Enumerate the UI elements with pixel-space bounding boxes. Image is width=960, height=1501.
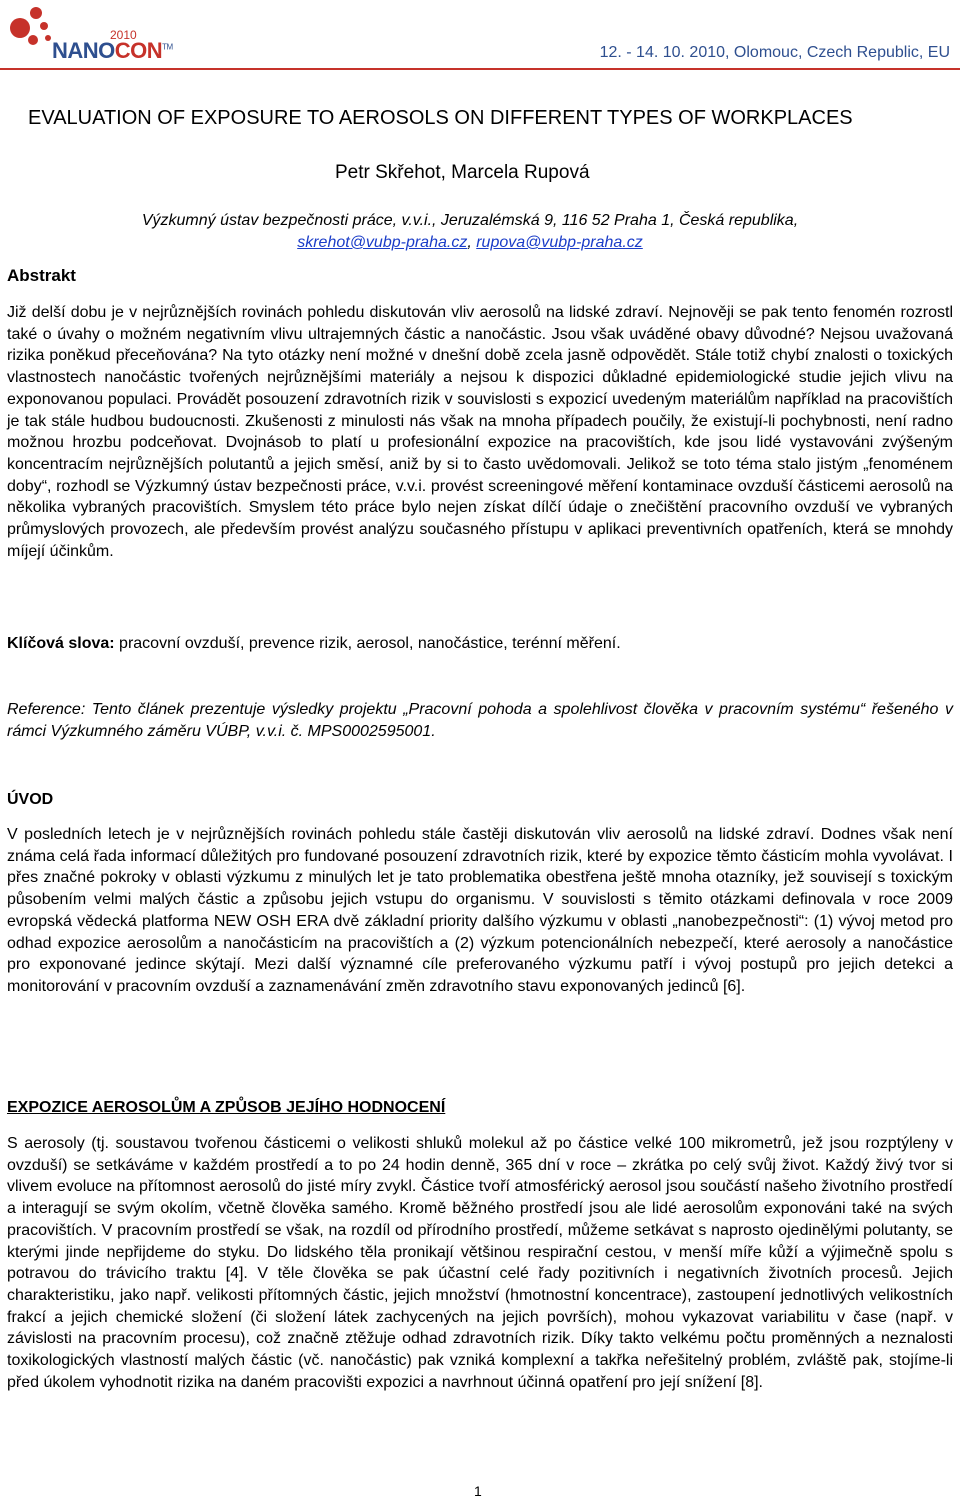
reference-text: Tento článek prezentuje výsledky projektu „Pracovní pohoda a spolehlivost člověka v pracovním systému“ řešeného v rámci Výzkumného záměru VÚBP, v.v.i. č. MPS0002595001. (7, 701, 953, 740)
keywords-label: Klíčová slova: (7, 635, 115, 652)
logo-name-b: CON (114, 38, 163, 63)
abstract-body: Již delší dobu je v nejrůznějších rovinách pohledu diskutován vliv aerosolů na lidské zdraví. Nejnověji se pak tento fenomén rozrostl také o úvahy o možném negativním vlivu ultrajemných částic a nanočástic. Jsou však uváděné obavy důvodné? Nejsou uvažovaná rizika poněkud přeceňována? Na tyto otázky není možné v dnešní době zcela jasně odpovědět. Stále totiž chybí znalosti o toxických vlastnostech nanočástic tvořených nejrůznějšími materiály a nejsou k dispozici důkladné epidemiologické studie jejich vlivu na exponovanou populaci. Provádět posouzení zdravotních rizik v souvislosti s expozicí uvedeným materiálům například na pracovištích je tak stále hudbou budoucnosti. Zkušenosti z minulosti nás však na mnoha případech poučily, že existují-li pochybnosti, není radno možnou hrozbu podceňovat. Dvojnásob to platí u profesionální expozice na pracovištích, kde jsou lidé vystavováni zvýšeným koncentracím nejrůznějších polutantů a jejich směsí, aniž by si to často uvědomovali. Jelikož se toto téma stalo jistým „fenoménem doby“, rozhodl se Výzkumný ústav bezpečnosti práce, v.v.i. provést screeningové měření kontaminace ovzduší částicemi aerosolů na několika vybraných pracovištích. Smyslem této práce bylo nejen získat dílčí údaje o znečištění pracovního ovzduší ve vybraných průmyslových provozech, ale především provést analýzu současného přístupu v aplikaci preventivních opatřeních, která se mnohdy míjejí účinkům. (7, 304, 953, 560)
paper-title: EVALUATION OF EXPOSURE TO AEROSOLS ON DIFFERENT TYPES OF WORKPLACES (28, 107, 853, 129)
abstract-heading: Abstrakt (7, 266, 76, 285)
section-body-uvod: V posledních letech je v nejrůznějších rovinách pohledu stále častěji diskutován vliv aerosolů na lidské zdraví. Dodnes však není známa celá řada informací důležitých pro fundované posouzení zdravotních rizik, které by expozice těmto částicím mohla vyvolávat. I přes značné pokroky v oblasti výzkumu z minulých let je tato problematika obestřena ještě mnoha otazníky, jež souvisejí s toxickým působením velmi malých částic a způsobu jejich vstupu do organismu. V souvislosti s těmito otázkami definovala v roce 2009 evropská vědecká platforma NEW OSH ERA dvě základní priority dalšího výzkumu v oblasti „nanobezpečnosti“: (1) vývoj metod pro odhad expozice aerosolům a nanočásticím na pracovištích a (2) výzkum potencionálních nebezpečí, které aerosoly a nanočástice pro exponované jedince skýtají. Mezi další významné cíle preferovaného výzkumu patří i vývoj postupů pro jejich detekci a monitorování v pracovním ovzduší a zaznamenávání změn zdravotního stavu exponovaných jedinců [6]. (7, 826, 953, 995)
logo-wordmark (52, 38, 173, 64)
logo-name-a: NANO (52, 38, 115, 63)
paper-authors: Petr Skřehot, Marcela Rupová (335, 162, 590, 183)
page-header (0, 0, 960, 70)
email-link-rupova[interactable]: rupova@vubp-praha.cz (476, 234, 643, 251)
section-body-expozice: S aerosoly (tj. soustavou tvořenou částicemi o velikosti shluků molekul až po částice velké 100 mikrometrů, jež jsou rozptýleny v ovzduší) se setkáváme v každém prostředí a to po 24 hodin denně, 365 dní v roce – zkrátka po celý svůj život. Každý živý tvor si vlivem evoluce na přítomnost aerosolů do jisté míry zvykl. Částice tvoří atmosférický aerosol jsou součástí našeho životního prostředí a interagují se svým okolím, včetně člověka samého. Kromě běžného prostředí jsou ale lidé aerosolům exponováni také na svých pracovištích. V pracovním prostředí se však, na rozdíl od přírodního prostředí, můžeme setkávat s naprosto ojedinělými polutanty, se kterými jinde nepřijdeme do styku. Do lidského těla pronikají většinou respirační cestou, v menší míře kůží a výjimečně spolu s potravou do trávicího traktu [4]. V těle člověka se pak účastní celé řady pozitivních i negativních životních procesů. Jejich charakteristiku, jako např. velikosti přítomných částic, jejich množství (hmotnostní koncentrace), zastoupení jednotlivých velikostních frakcí a jejich chemické složení (či složení látek zachycených na jejich površích), mohou vykazovat variabilitu v čase (např. v závislosti na pracovním procesu), což značně ztěžuje odhad zdravotních rizik. Díky takto velkému počtu proměnných a neznalosti toxikologických vlastností malých částic (vč. nanočástic) pak vzniká komplexní a takřka neřešitelný problém, zvláště pak, stojíme-li před úkolem vyhodnotit rizika na daném pracovišti expozici a navrhnout účinná opatření pro její snížení [8]. (7, 1135, 953, 1391)
section-heading-uvod: ÚVOD (7, 791, 54, 808)
section-heading-expozice: EXPOZICE AEROSOLŮM A ZPŮSOB JEJÍHO HODNOCENÍ (7, 1099, 446, 1116)
page-number: 1 (474, 1483, 482, 1499)
keywords (7, 633, 953, 655)
logo-trademark: TM (162, 42, 173, 52)
keywords-list: pracovní ovzduší, prevence rizik, aerosol, nanočástice, terénní měření. (114, 635, 621, 652)
reference-label: Reference: (7, 701, 86, 718)
affiliation-emails (110, 232, 830, 254)
molecule-icon (6, 4, 56, 54)
nanocon-logo (6, 4, 173, 66)
affiliation (110, 210, 830, 254)
logo-year: 2010 (110, 28, 137, 42)
conference-date: 12. - 14. 10. 2010, Olomouc, Czech Republic, EU (599, 44, 950, 61)
affiliation-address: Výzkumný ústav bezpečnosti práce, v.v.i., Jeruzalémská 9, 116 52 Praha 1, Česká republika, (141, 212, 799, 229)
reference-note (7, 699, 953, 742)
email-separator: , (467, 234, 477, 251)
email-link-skrehot[interactable]: skrehot@vubp-praha.cz (297, 234, 468, 251)
header-divider (0, 68, 960, 70)
